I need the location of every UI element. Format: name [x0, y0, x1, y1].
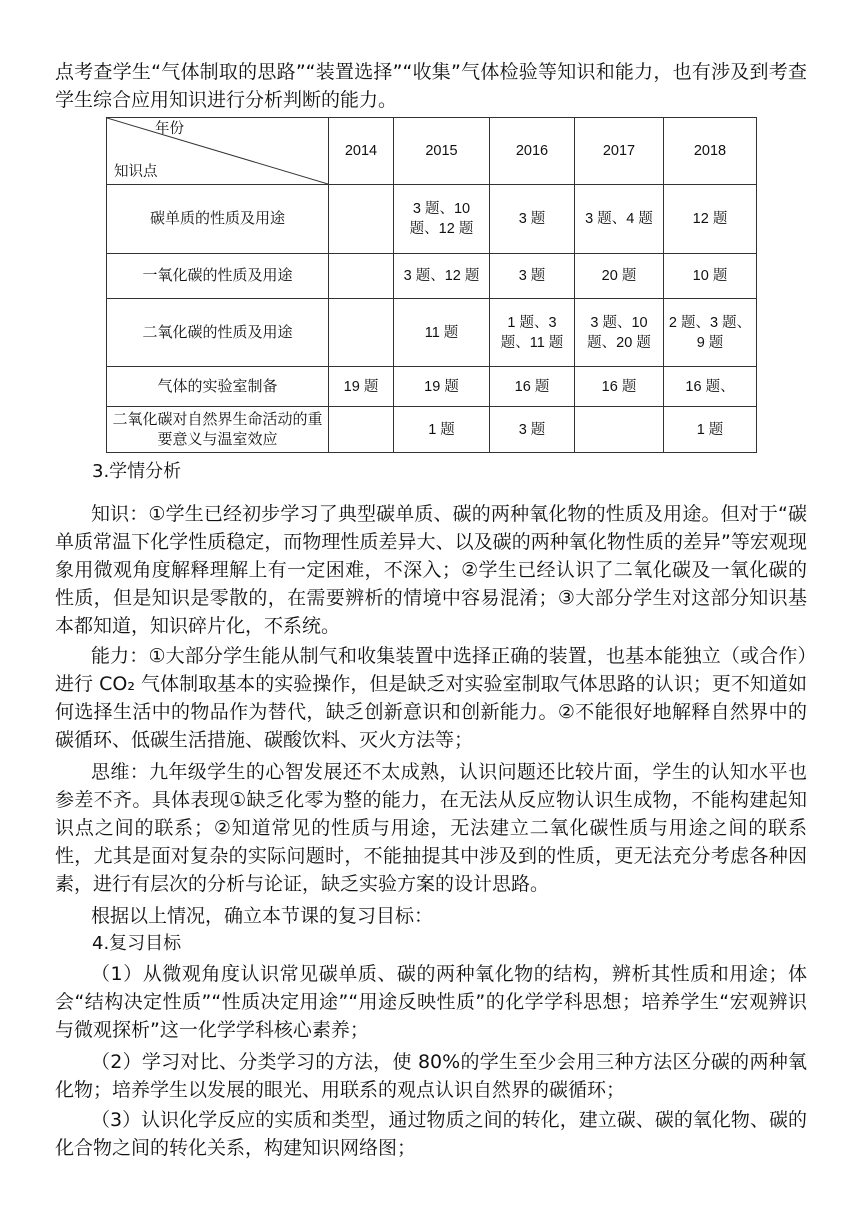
table-cell: 1 题 — [394, 407, 490, 453]
goal-item: （1）从微观角度认识常见碳单质、碳的两种氧化物的结构，辨析其性质和用途；体会“结构决定性质”“性质决定用途”“用途反映性质”的化学学科思想；培养学生“宏观辨识与微观探析”这一化学学科核心素养； — [55, 963, 807, 1041]
table-corner-cell — [107, 118, 329, 185]
topic-cell: 碳单质的性质及用途 — [107, 185, 329, 254]
table-cell: 1 题 — [664, 407, 757, 453]
table-cell: 11 题 — [394, 299, 490, 367]
table-cell: 16 题 — [575, 367, 664, 407]
table-cell: 19 题 — [329, 367, 394, 407]
table-row — [107, 254, 757, 299]
table-cell: 3 题、10 题、12 题 — [394, 185, 490, 254]
table-cell: 16 题、 — [664, 367, 757, 407]
table-row — [107, 299, 757, 367]
goal-item: （3）认识化学反应的实质和类型，通过物质之间的转化，建立碳、碳的氧化物、碳的化合物之间的转化关系，构建知识网络图； — [55, 1109, 807, 1159]
intro-paragraph: 点考查学生“气体制取的思路”“装置选择”“收集”气体检验等知识和能力，也有涉及到考查学生综合应用知识进行分析判断的能力。 — [55, 61, 807, 111]
table-cell: 12 题 — [664, 185, 757, 254]
table-cell: 20 题 — [575, 254, 664, 299]
section3-heading: 3.学情分析 — [92, 461, 182, 482]
corner-label-year: 年份 — [155, 121, 184, 137]
topic-cell: 二氧化碳对自然界生命活动的重要意义与温室效应 — [107, 407, 329, 453]
year-header: 2017 — [575, 118, 664, 185]
table-cell — [329, 299, 394, 367]
conclusion-paragraph: 根据以上情况，确立本节课的复习目标： — [91, 905, 434, 927]
table-cell: 16 题 — [490, 367, 575, 407]
table-cell: 3 题、4 题 — [575, 185, 664, 254]
table-cell — [329, 407, 394, 453]
table-cell: 3 题 — [490, 185, 575, 254]
table-row — [107, 407, 757, 453]
topic-cell: 一氧化碳的性质及用途 — [107, 254, 329, 299]
table-cell: 10 题 — [664, 254, 757, 299]
corner-label-topic: 知识点 — [114, 164, 158, 180]
table-cell: 2 题、3 题、9 题 — [664, 299, 757, 367]
year-header: 2014 — [329, 118, 394, 185]
table-cell — [329, 185, 394, 254]
table-cell: 19 题 — [394, 367, 490, 407]
table-cell: 3 题、12 题 — [394, 254, 490, 299]
table-cell: 3 题 — [490, 407, 575, 453]
table-cell — [575, 407, 664, 453]
table-row — [107, 185, 757, 254]
year-header: 2016 — [490, 118, 575, 185]
goal-item: （2）学习对比、分类学习的方法，使 80%的学生至少会用三种方法区分碳的两种氧化物；培养学生以发展的眼光、用联系的观点认识自然界的碳循环； — [55, 1051, 807, 1101]
table-cell — [329, 254, 394, 299]
table-cell: 1 题、3 题、11 题 — [490, 299, 575, 367]
exam-topic-table — [106, 117, 757, 453]
ability-paragraph: 能力：①大部分学生能从制气和收集装置中选择正确的装置，也基本能独立（或合作）进行 CO₂ 气体制取基本的实验操作，但是缺乏对实验室制取气体思路的认识；更不知道如何选择生活中的物品作为替代，缺乏创新意识和创新能力。②不能很好地解释自然界中的碳循环、低碳生活措施、碳酸饮料、灭火方法等； — [55, 645, 807, 751]
topic-cell: 二氧化碳的性质及用途 — [107, 299, 329, 367]
topic-cell: 气体的实验室制备 — [107, 367, 329, 407]
knowledge-paragraph: 知识：①学生已经初步学习了典型碳单质、碳的两种氧化物的性质及用途。但对于“碳单质常温下化学性质稳定，而物理性质差异大、以及碳的两种氧化物性质的差异”等宏观现象用微观角度解释理解上有一定困难，不深入；②学生已经认识了二氧化碳及一氧化碳的性质，但是知识是零散的，在需要辨析的情境中容易混淆；③大部分学生对这部分知识基本都知道，知识碎片化，不系统。 — [55, 503, 807, 637]
table-row — [107, 367, 757, 407]
section4-heading: 4.复习目标 — [92, 933, 182, 954]
table-cell: 3 题、10 题、20 题 — [575, 299, 664, 367]
table-cell: 3 题 — [490, 254, 575, 299]
thinking-paragraph: 思维：九年级学生的心智发展还不太成熟，认识问题还比较片面，学生的认知水平也参差不齐。具体表现①缺乏化零为整的能力，在无法从反应物认识生成物，不能构建起知识点之间的联系；②知道常见的性质与用途，无法建立二氧化碳性质与用途之间的联系性，尤其是面对复杂的实际问题时，不能抽提其中涉及到的性质，更无法充分考虑各种因素，进行有层次的分析与论证，缺乏实验方案的设计思路。 — [55, 761, 807, 895]
year-header: 2018 — [664, 118, 757, 185]
table-header-row — [107, 118, 757, 185]
year-header: 2015 — [394, 118, 490, 185]
